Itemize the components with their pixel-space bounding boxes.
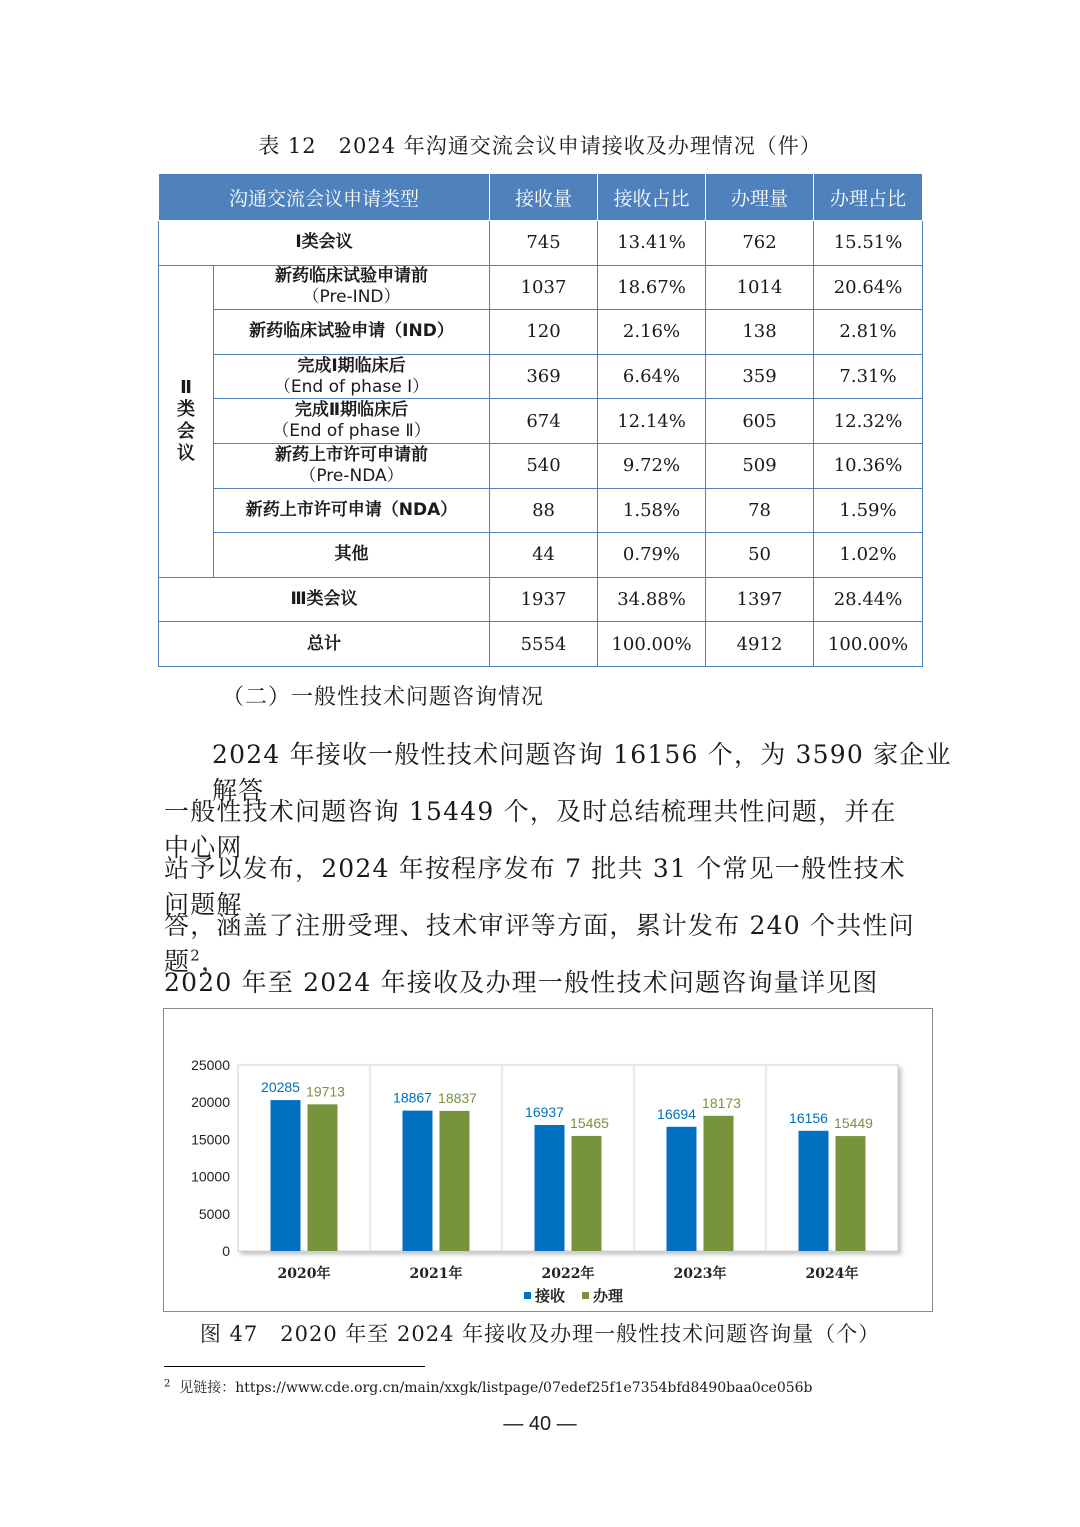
column-header: 办理占比 — [814, 174, 923, 221]
row-label: 新药临床试验申请前 （Pre-IND） — [214, 265, 490, 310]
table-row — [159, 577, 923, 622]
cell-handled-pct: 1.59% — [814, 488, 923, 533]
table-row — [159, 533, 923, 578]
table-row — [159, 265, 923, 310]
paragraph-line: 站予以发布，2024 年按程序发布 7 批共 31 个常见一般性技术问题解 — [164, 854, 906, 919]
x-tick-label: 2023年 — [673, 1266, 727, 1282]
bar-接收 — [403, 1111, 433, 1251]
cell-handled-pct: 28.44% — [814, 577, 923, 622]
cell-received-pct: 6.64% — [598, 354, 706, 399]
paragraph-line: 答，涵盖了注册受理、技术审评等方面，累计发布 240 个共性问题$^2$， — [164, 911, 915, 976]
data-label: 16694 — [657, 1105, 696, 1122]
cell-handled-pct: 7.31% — [814, 354, 923, 399]
paragraph-line: 2020 年至 2024 年接收及办理一般性技术问题咨询量详见图 — [164, 968, 879, 997]
legend-swatch — [582, 1292, 589, 1299]
paragraph-line: 一般性技术问题咨询 15449 个，及时总结梳理共性问题，并在中心网 — [164, 797, 897, 862]
bar-chart — [164, 1009, 932, 1311]
bar-接收 — [799, 1131, 829, 1251]
legend-label: 办理 — [593, 1287, 624, 1305]
row-label: 其他 — [214, 533, 490, 578]
cell-received: 674 — [490, 399, 598, 444]
cell-handled-pct: 100.00% — [814, 622, 923, 667]
cell-handled-pct: 15.51% — [814, 221, 923, 266]
data-label: 20285 — [261, 1079, 300, 1096]
column-header: 沟通交流会议申请类型 — [159, 174, 490, 221]
column-header: 接收占比 — [598, 174, 706, 221]
footnote: $^2$ 见链接：https://www.cde.org.cn/main/xxgk/listpage/07edef25f1e7354bfd8490baa0ce056b — [164, 1378, 813, 1396]
cell-received-pct: 34.88% — [598, 577, 706, 622]
row-label: 新药临床试验申请（IND） — [214, 310, 490, 355]
cell-handled-pct: 12.32% — [814, 399, 923, 444]
cell-handled: 509 — [706, 443, 814, 488]
group-label-class-ii: Ⅱ类会议 — [159, 265, 214, 577]
meeting-table — [158, 173, 923, 667]
cell-handled-pct: 2.81% — [814, 310, 923, 355]
paragraph-line: 2024 年接收一般性技术问题咨询 16156 个，为 3590 家企业解答 — [212, 740, 952, 805]
table-row — [159, 354, 923, 399]
bar-接收 — [271, 1100, 301, 1251]
column-header: 接收量 — [490, 174, 598, 221]
bar-接收 — [535, 1125, 565, 1251]
cell-handled-pct: 10.36% — [814, 443, 923, 488]
data-label: 19713 — [306, 1083, 345, 1100]
cell-handled: 1014 — [706, 265, 814, 310]
legend-swatch — [524, 1292, 531, 1299]
cell-received-pct: 18.67% — [598, 265, 706, 310]
cell-received-pct: 100.00% — [598, 622, 706, 667]
chart-frame — [163, 1008, 933, 1312]
footnote-reference[interactable]: 2 — [190, 946, 201, 965]
data-label: 15465 — [570, 1114, 609, 1131]
column-header: 办理量 — [706, 174, 814, 221]
table-row — [159, 488, 923, 533]
bar-接收 — [667, 1127, 697, 1251]
row-label: Ⅰ类会议 — [159, 221, 490, 266]
bar-办理 — [836, 1136, 866, 1251]
x-tick-label: 2021年 — [409, 1266, 463, 1282]
cell-received: 540 — [490, 443, 598, 488]
bar-办理 — [440, 1111, 470, 1251]
x-tick-label: 2022年 — [541, 1266, 595, 1282]
cell-received-pct: 9.72% — [598, 443, 706, 488]
cell-received-pct: 12.14% — [598, 399, 706, 444]
data-label: 16937 — [525, 1103, 564, 1120]
cell-received: 1937 — [490, 577, 598, 622]
table-caption: 表 12 2024 年沟通交流会议申请接收及办理情况（件） — [258, 134, 822, 158]
cell-received-pct: 13.41% — [598, 221, 706, 266]
data-label: 18837 — [438, 1089, 477, 1106]
table-row — [159, 443, 923, 488]
cell-handled: 605 — [706, 399, 814, 444]
bar-办理 — [308, 1104, 338, 1251]
cell-handled: 359 — [706, 354, 814, 399]
y-tick-label: 15000 — [191, 1131, 230, 1148]
data-label: 18173 — [702, 1094, 741, 1111]
footnote-divider — [164, 1366, 425, 1367]
table-header-row — [159, 174, 923, 221]
section-heading: （二）一般性技术问题咨询情况 — [222, 685, 545, 710]
cell-handled: 50 — [706, 533, 814, 578]
cell-received: 44 — [490, 533, 598, 578]
cell-handled: 78 — [706, 488, 814, 533]
data-label: 15449 — [834, 1115, 873, 1132]
cell-received: 120 — [490, 310, 598, 355]
y-tick-label: 10000 — [191, 1168, 230, 1185]
y-tick-label: 20000 — [191, 1094, 230, 1111]
table-row — [159, 310, 923, 355]
row-label: Ⅲ类会议 — [159, 577, 490, 622]
cell-received: 5554 — [490, 622, 598, 667]
figure-caption: 图 47 2020 年至 2024 年接收及办理一般性技术问题咨询量（个） — [199, 1322, 881, 1346]
row-label: 总计 — [159, 622, 490, 667]
cell-received: 1037 — [490, 265, 598, 310]
row-label: 完成Ⅰ期临床后 （End of phase Ⅰ） — [214, 354, 490, 399]
cell-received-pct: 0.79% — [598, 533, 706, 578]
y-tick-label: 25000 — [191, 1057, 230, 1073]
row-label: 完成Ⅱ期临床后 （End of phase Ⅱ） — [214, 399, 490, 444]
page-number: — 40 — — [503, 1413, 577, 1435]
bar-办理 — [572, 1136, 602, 1251]
x-tick-label: 2020年 — [277, 1266, 331, 1282]
cell-handled: 4912 — [706, 622, 814, 667]
bar-办理 — [704, 1116, 734, 1251]
row-label: 新药上市许可申请前 （Pre-NDA） — [214, 443, 490, 488]
table-row-total — [159, 622, 923, 667]
data-label: 18867 — [393, 1089, 432, 1106]
cell-received-pct: 2.16% — [598, 310, 706, 355]
footnote-link[interactable]: 见链接：https://www.cde.org.cn/main/xxgk/listpage/07edef25f1e7354bfd8490baa0ce056b — [179, 1380, 813, 1396]
cell-received: 88 — [490, 488, 598, 533]
x-tick-label: 2024年 — [805, 1266, 859, 1282]
cell-received: 745 — [490, 221, 598, 266]
cell-handled-pct: 1.02% — [814, 533, 923, 578]
legend-label: 接收 — [535, 1287, 566, 1305]
cell-handled: 138 — [706, 310, 814, 355]
cell-received: 369 — [490, 354, 598, 399]
cell-handled-pct: 20.64% — [814, 265, 923, 310]
data-label: 16156 — [789, 1109, 828, 1126]
cell-handled: 762 — [706, 221, 814, 266]
y-tick-label: 5000 — [198, 1205, 230, 1222]
y-tick-label: 0 — [222, 1243, 230, 1259]
table-row — [159, 399, 923, 444]
cell-handled: 1397 — [706, 577, 814, 622]
cell-received-pct: 1.58% — [598, 488, 706, 533]
row-label: 新药上市许可申请（NDA） — [214, 488, 490, 533]
table-row — [159, 221, 923, 266]
